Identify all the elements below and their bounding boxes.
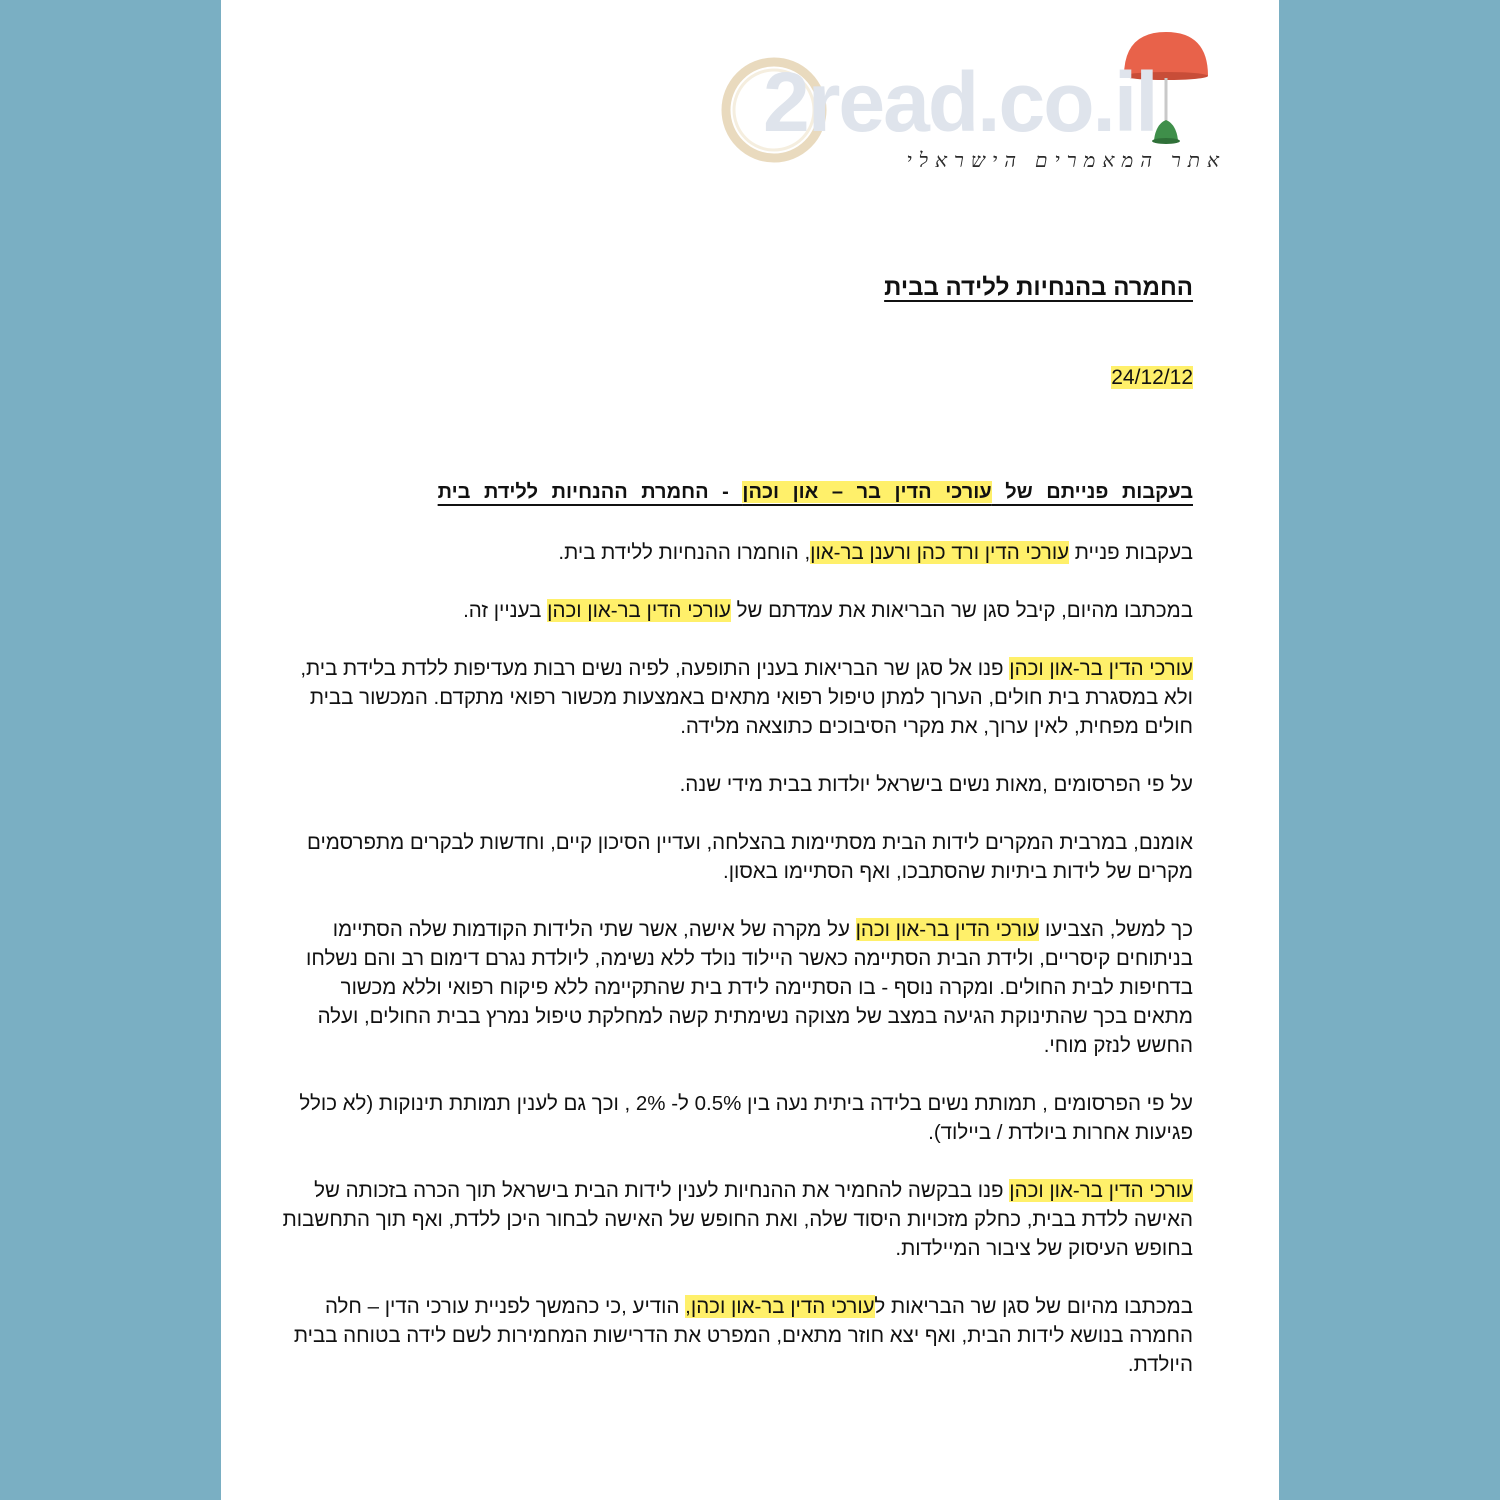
document-page (221, 0, 1279, 1500)
highlighted-text: עורכי הדין ורד כהן ורענן בר-און (810, 541, 1070, 564)
date-highlight: 24/12/12 (1111, 366, 1193, 389)
paragraph (277, 1089, 1193, 1147)
subheading (438, 481, 1193, 504)
subheading-highlight: עורכי הדין בר – און וכהן (742, 481, 992, 503)
paragraph-text: במכתבו מהיום של סגן שר הבריאות ל (874, 1295, 1193, 1318)
paragraph-text: פנו אל סגן שר הבריאות בענין התופעה, לפיה נשים רבות מעדיפות ללדת בלידת בית, ולא במסגרת בית חולים, הערוך למתן טיפול רפואי מתאים באמצעות מכשור רפואי מתקדם. המכשור בבית חולים מפחית, לאין ערוך, את מקרי הסיבוכים כתוצאה מלידה. (300, 657, 1193, 738)
document-date (1111, 366, 1193, 390)
highlighted-text: עורכי הדין בר-און וכהן (1009, 1179, 1193, 1202)
highlighted-text: עורכי הדין בר-און וכהן (1009, 657, 1193, 680)
paragraph (277, 596, 1193, 625)
paragraph (277, 828, 1193, 886)
subheading-post: - החמרת ההנחיות ללידת בית (437, 481, 743, 503)
paragraph-text: בעניין זה. (463, 599, 548, 622)
paragraph-text: על פי הפרסומים ,מאות נשים בישראל יולדות בבית מידי שנה. (679, 773, 1193, 796)
paragraph-text: הודיע ,כי כהמשך לפניית עורכי הדין – חלה החמרה בנושא לידות הבית, ואף יצא חוזר מתאים, המפרט את הדרישות המחמירות לשם לידה בטוחה בבית היולדת. (293, 1295, 1193, 1376)
paragraph (277, 770, 1193, 799)
paragraph-text: במכתבו מהיום, קיבל סגן שר הבריאות את עמדתם של (730, 599, 1193, 622)
highlighted-text: עורכי הדין בר-און וכהן (547, 599, 731, 622)
subheading-pre: בעקבות פנייתם של (991, 481, 1193, 503)
article-body (277, 538, 1193, 1408)
document-title: החמרה בהנחיות ללידה בבית (884, 274, 1193, 301)
paragraph-text: אומנם, במרבית המקרים לידות הבית מסתיימות בהצלחה, ועדיין הסיכון קיים, וחדשות לבקרים מתפרסמים מקרים של לידות ביתיות שהסתבכו, ואף הסתיימו באסון. (306, 831, 1193, 883)
paragraph-text: על מקרה של אישה, אשר שתי הלידות הקודמות שלה הסתיימו בניתוחים קיסריים, ולידת הבית הסתיימה כאשר היילוד נולד ללא נשימה, ליולדת נגרם דימום רב והם נשלחו בדחיפות לבית החולים. ומקרה נוסף - בו הסתיימה לידת בית שהתקיימה ללא פיקוח רפואי וללא מכשור מתאים בכך שהתינוקת הגיעה במצב של מצוקה נשימתית קשה למחלקת טיפול נמרץ בבית החולים, ועלה החשש לנזק מוחי. (306, 918, 1193, 1057)
highlighted-text: עורכי הדין בר-און וכהן (855, 918, 1040, 941)
paragraph (277, 1176, 1193, 1263)
paragraph-text: על פי הפרסומים , תמותת נשים בלידה ביתית נעה בין 0.5% ל- 2% , וכך גם לענין תמותת תינוקות (לא כולל פגיעות אחרות ביולדת / ביילוד). (299, 1092, 1193, 1144)
paragraph (277, 538, 1193, 567)
paragraph (277, 1292, 1193, 1379)
paragraph-text: , הוחמרו ההנחיות ללידת בית. (558, 541, 811, 564)
logo-text: 2read.co.il (763, 55, 1157, 149)
paragraph-text: כך למשל, הצביעו (1039, 918, 1193, 941)
highlighted-text: עורכי הדין בר-און וכהן, (685, 1295, 875, 1318)
paragraph (277, 915, 1193, 1060)
paragraph (277, 654, 1193, 741)
logo-tagline: אתר המאמרים הישראלי (906, 150, 1226, 172)
paragraph-text: בעקבות פניית (1069, 541, 1193, 564)
paragraph-text: פנו בבקשה להחמיר את ההנחיות לענין לידות הבית בישראל תוך הכרה בזכותה של האישה ללדת בבית, כחלק מזכויות היסוד שלה, ואת החופש של האישה לבחור היכן ללדת, ואף תוך התחשבות בחופש העיסוק של ציבור המיילדות. (282, 1179, 1193, 1260)
